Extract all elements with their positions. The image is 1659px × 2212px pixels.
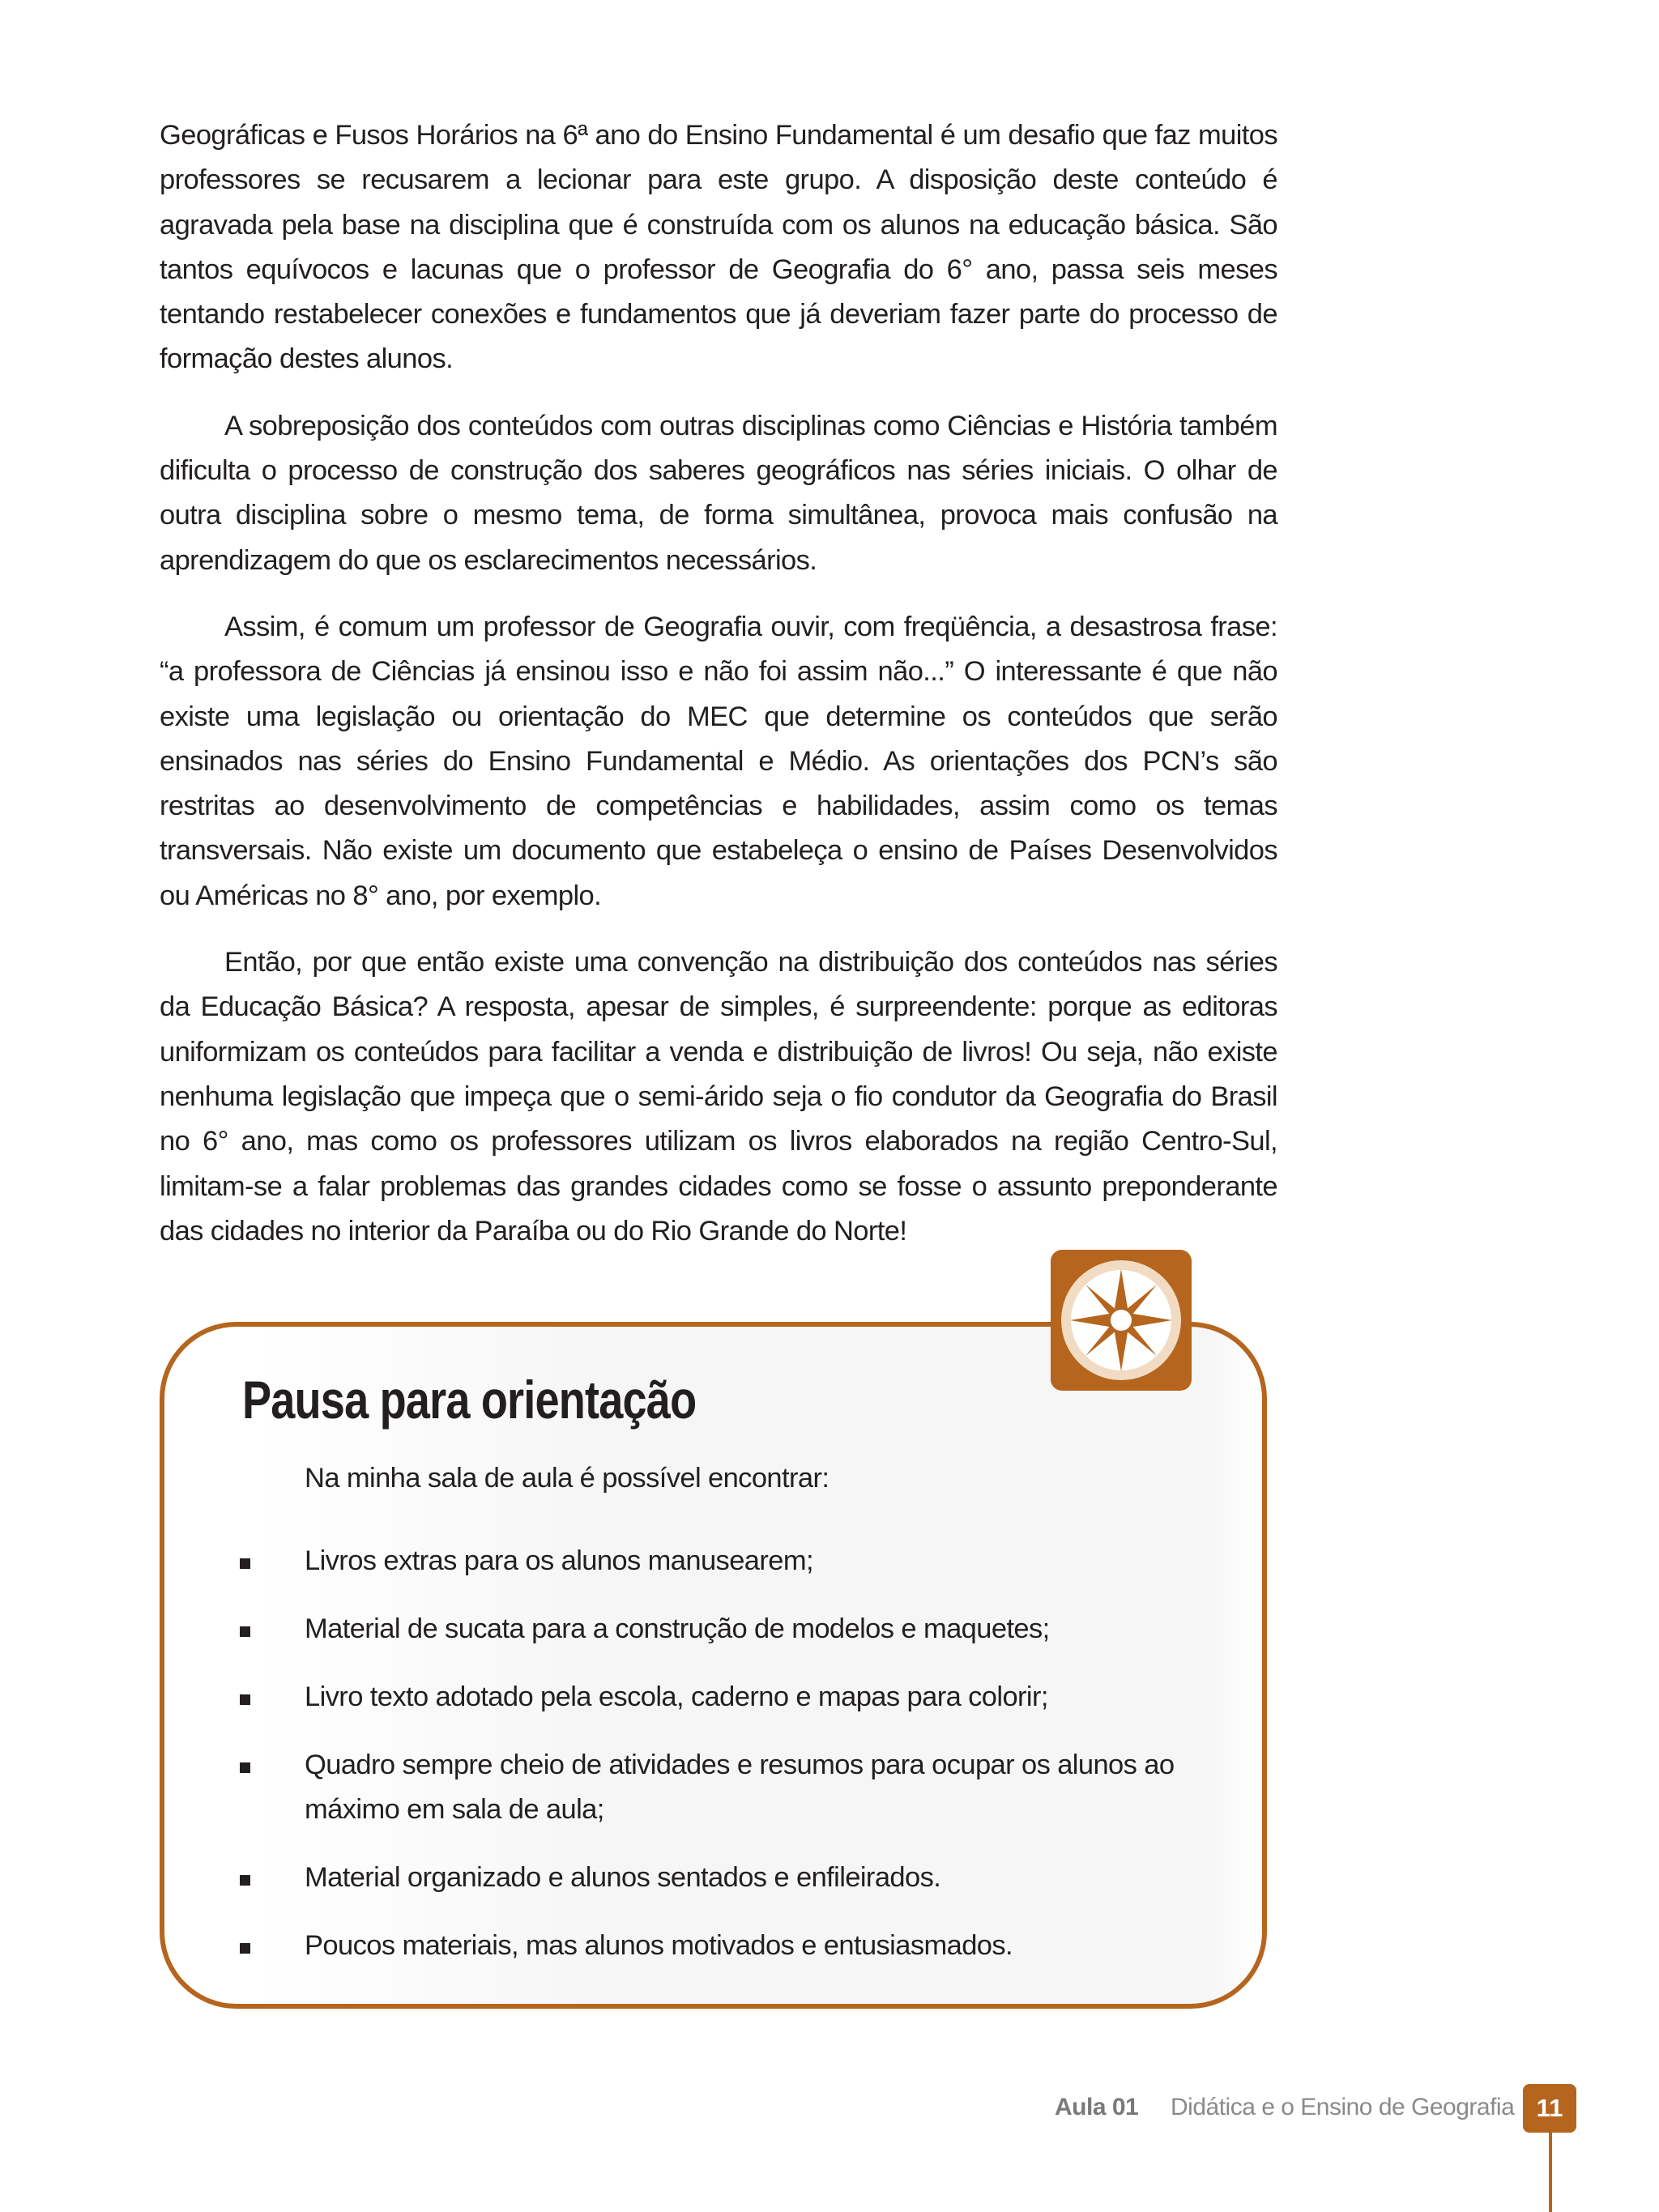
list-item-text: Livros extras para os alunos manusearem;	[305, 1545, 813, 1576]
list-item	[240, 1675, 1236, 1720]
list-item	[240, 1607, 1236, 1652]
bullet-icon	[240, 1626, 250, 1637]
compass-rose-icon	[1051, 1250, 1192, 1391]
paragraph: Geográficas e Fusos Horários na 6ª ano do Ensino Fundamental é um desafio que faz muitos professores se recusarem a lecionar para este grupo. A disposição deste conteúdo é agravada pela base na disciplina que é construída com os alunos na educação básica. São tantos equívocos e lacunas que o professor de Geografia do 6° ano, passa seis meses tentando restabelecer conexões e fundamentos que já deveriam fazer parte do processo de formação destes alunos.	[160, 120, 1277, 375]
bullet-icon	[240, 1558, 250, 1569]
bullet-icon	[240, 1762, 250, 1773]
pause-box-list	[240, 1539, 1236, 1992]
list-item	[240, 1539, 1236, 1583]
list-item	[240, 1856, 1236, 1900]
footer-course-title: Didática e o Ensino de Geografia	[1171, 2094, 1515, 2120]
compass-rose-svg	[1051, 1250, 1192, 1391]
list-item-text: Material de sucata para a construção de modelos e maquetes;	[305, 1613, 1050, 1644]
footer-lesson: Aula 01	[1055, 2094, 1139, 2120]
bullet-icon	[240, 1875, 250, 1886]
list-item-text: Quadro sempre cheio de atividades e resumos para ocupar os alunos ao máximo em sala de aula;	[305, 1750, 1175, 1825]
paragraph: Assim, é comum um professor de Geografia ouvir, com freqüência, a desastrosa frase: “a professora de Ciências já ensinou isso e não foi assim não...” O interessante é que não existe uma legislação ou orientação do MEC que determine os conteúdos que serão ensinados nas séries do Ensino Fundamental e Médio. As orientações dos PCN’s são restritas ao desenvolvimento de competências e habilidades, assim como os temas transversais. Não existe um documento que estabeleça o ensino de Países Desenvolvidos ou Américas no 8° ano, por exemplo.	[160, 611, 1277, 911]
paragraph: A sobreposição dos conteúdos com outras disciplinas como Ciências e História também dificulta o processo de construção dos saberes geográficos nas séries iniciais. O olhar de outra disciplina sobre o mesmo tema, de forma simultânea, provoca mais confusão na aprendizagem do que os esclarecimentos necessários.	[160, 410, 1277, 576]
list-item-text: Poucos materiais, mas alunos motivados e entusiasmados.	[305, 1930, 1013, 1961]
page-number: 11	[1523, 2084, 1576, 2133]
pause-box-title: Pausa para orientação	[242, 1370, 697, 1430]
page-marker-line	[1549, 2133, 1552, 2212]
paragraph: Então, por que então existe uma convenção na distribuição dos conteúdos nas séries da Educação Básica? A resposta, apesar de simples, é surpreendente: porque as editoras uniformizam os conteúdos para facilitar a venda e distribuição de livros! Ou seja, não existe nenhuma legislação que impeça que o semi-árido seja o fio condutor da Geografia do Brasil no 6° ano, mas como os professores utilizam os livros elaborados na região Centro-Sul, limitam-se a falar problemas das grandes cidades como se fosse o assunto preponderante das cidades no interior da Paraíba ou do Rio Grande do Norte!	[160, 947, 1277, 1247]
bullet-icon	[240, 1943, 250, 1954]
list-item	[240, 1743, 1236, 1832]
pause-box-intro: Na minha sala de aula é possível encontrar:	[305, 1463, 830, 1494]
list-item	[240, 1924, 1236, 1968]
list-item-text: Material organizado e alunos sentados e enfileirados.	[305, 1862, 941, 1893]
bullet-icon	[240, 1694, 250, 1705]
body-text	[160, 113, 1277, 1276]
list-item-text: Livro texto adotado pela escola, caderno e mapas para colorir;	[305, 1681, 1048, 1712]
pause-box	[160, 1322, 1267, 2009]
